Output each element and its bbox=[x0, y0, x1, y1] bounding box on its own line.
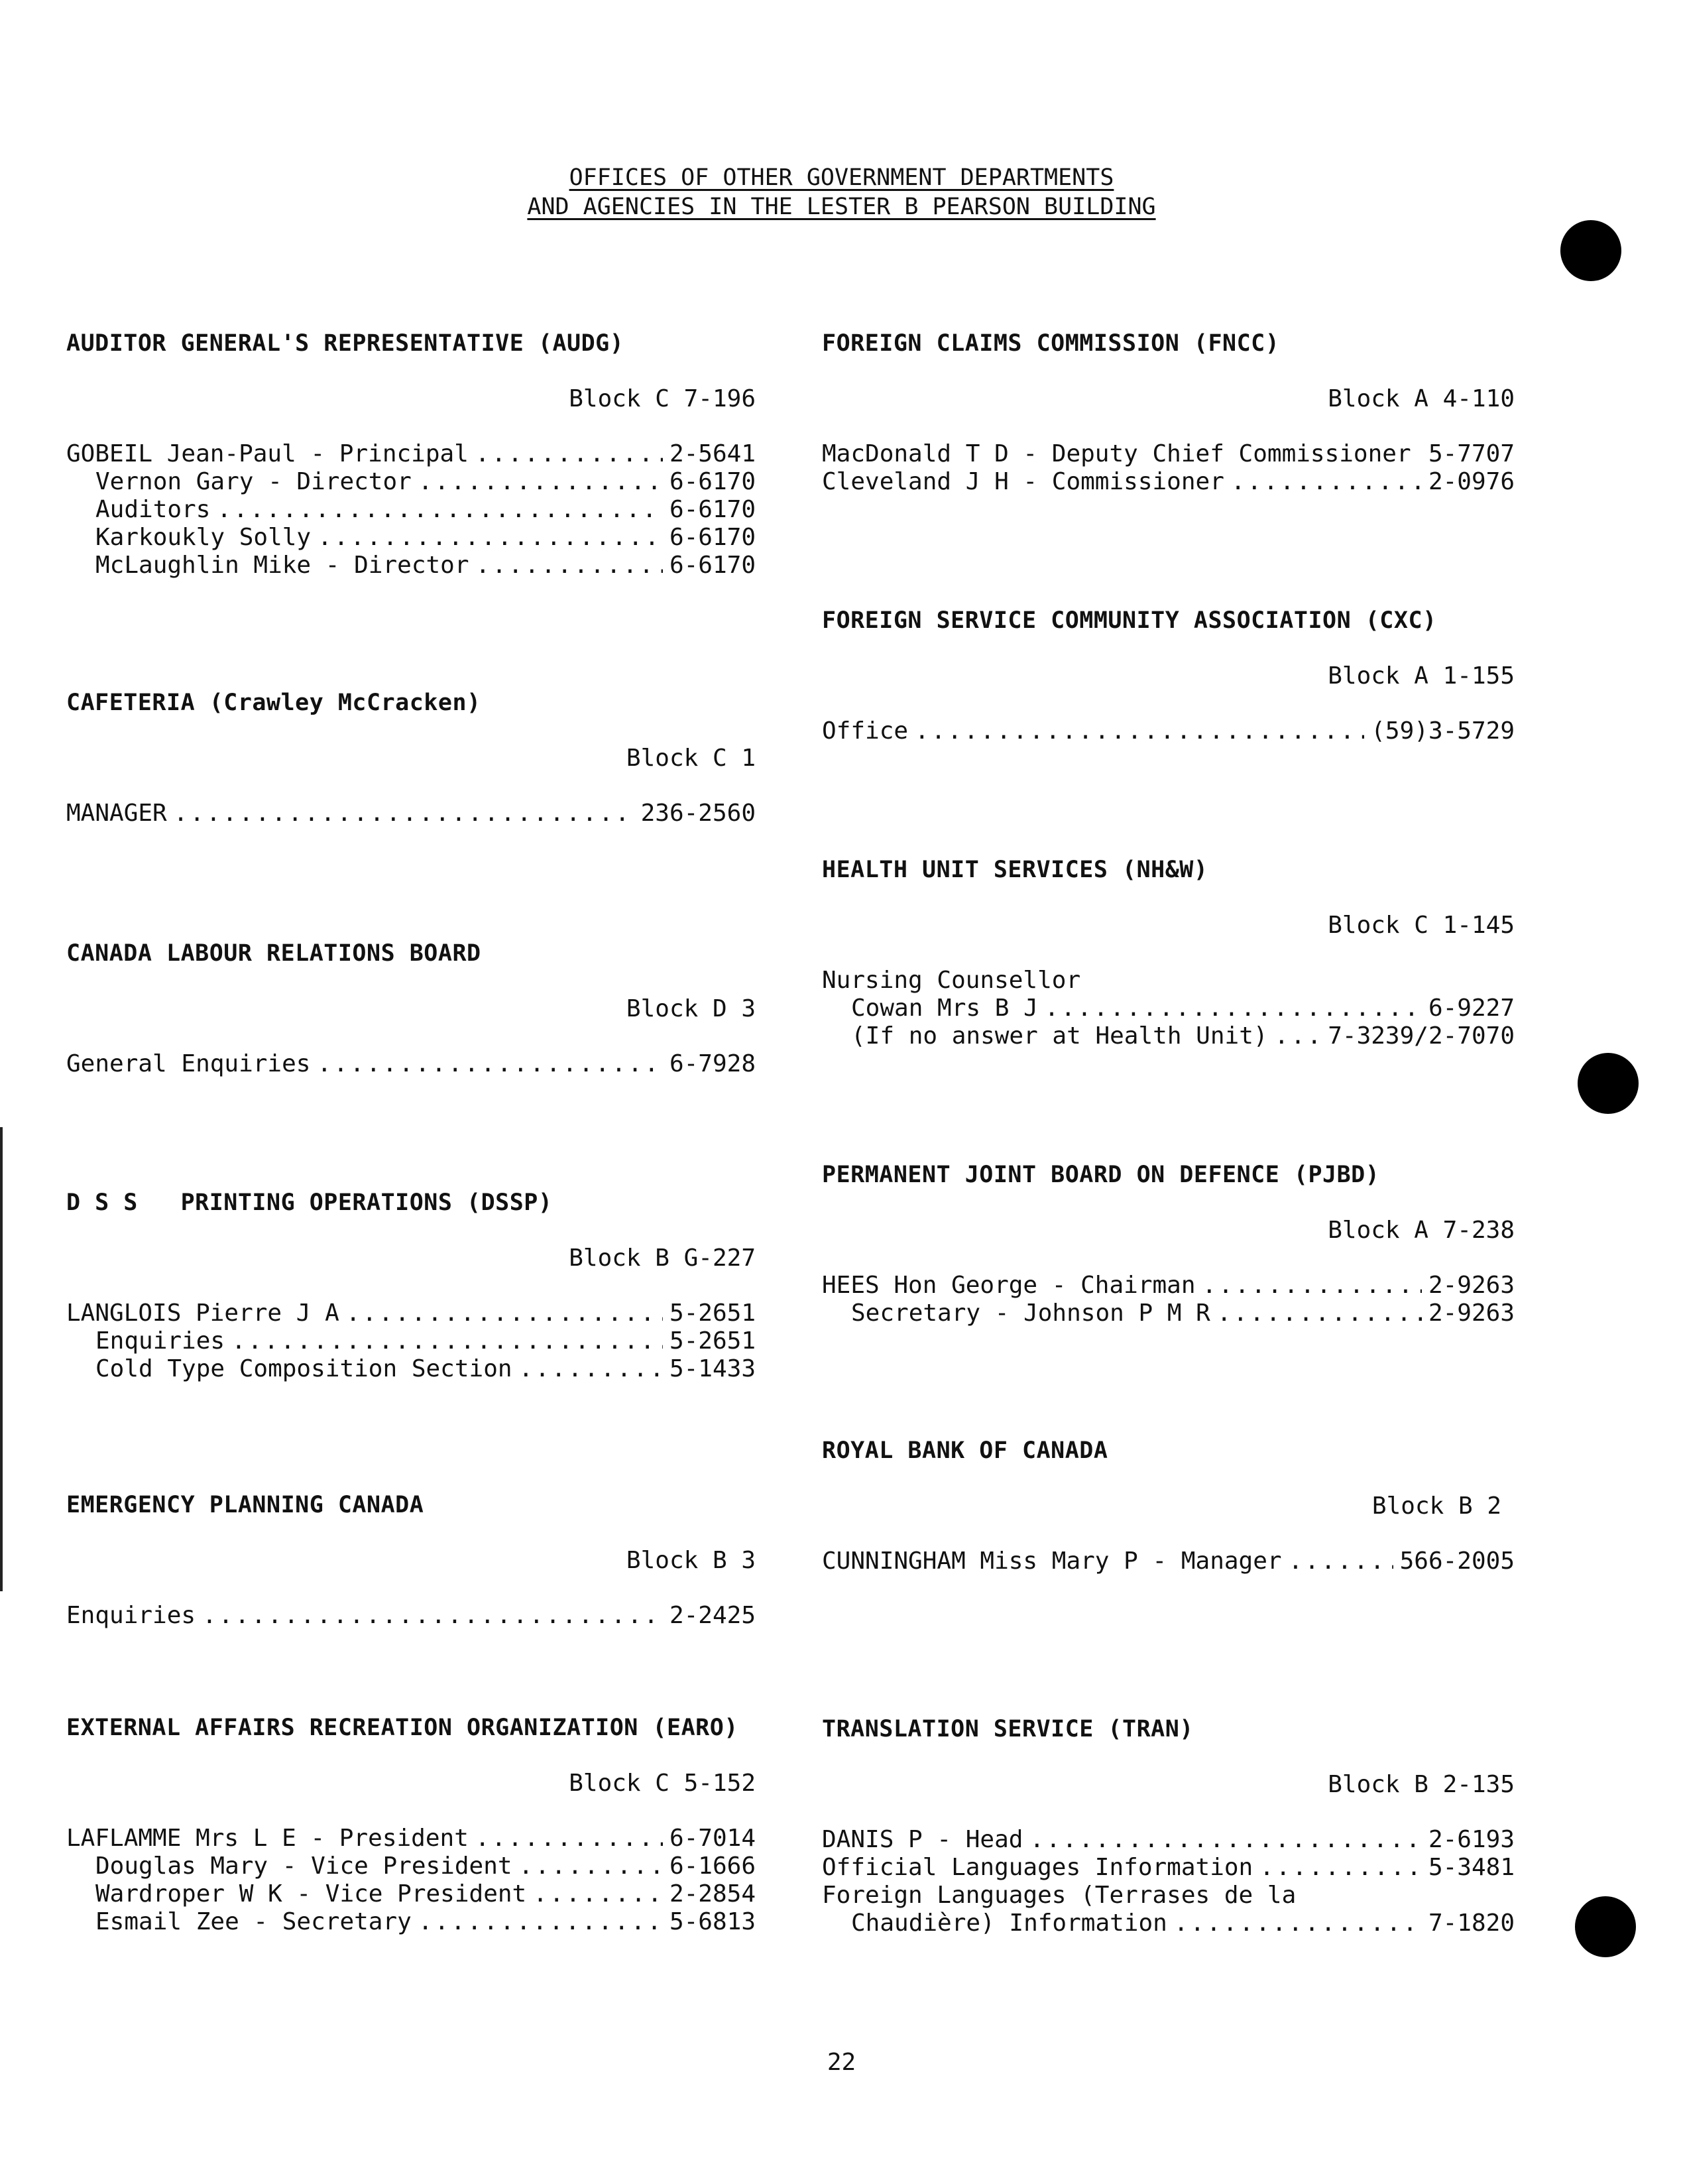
entry-name: Auditors bbox=[95, 496, 211, 523]
entry-phone: 2-9263 bbox=[1428, 1300, 1515, 1327]
list-item bbox=[822, 1022, 1515, 1050]
block-location: Block A 4-110 bbox=[1328, 385, 1515, 412]
list-item bbox=[822, 1547, 1515, 1575]
dot-leader bbox=[476, 552, 663, 579]
entry-phone: 6-1666 bbox=[669, 1852, 756, 1880]
entry-phone: 5-3481 bbox=[1428, 1854, 1515, 1881]
list-item bbox=[66, 1327, 756, 1355]
block-location: Block C 1-145 bbox=[1328, 912, 1515, 939]
block-location: Block C 5-152 bbox=[569, 1770, 756, 1797]
entry-name: Foreign Languages (Terrases de la bbox=[822, 1882, 1297, 1909]
list-item bbox=[822, 967, 1515, 995]
entry-phone: 236-2560 bbox=[640, 800, 756, 827]
entry-phone: 6-6170 bbox=[669, 468, 756, 495]
list-item bbox=[66, 1880, 756, 1908]
dot-leader bbox=[1045, 995, 1422, 1022]
page-number: 22 bbox=[827, 2049, 856, 2076]
list-item bbox=[822, 995, 1515, 1022]
list-item bbox=[66, 1355, 756, 1383]
punch-hole-bottom bbox=[1575, 1896, 1636, 1957]
entry-list bbox=[822, 440, 1515, 496]
section-heading: EXTERNAL AFFAIRS RECREATION ORGANIZATION (EARO) bbox=[66, 1715, 738, 1741]
list-item bbox=[66, 1602, 756, 1630]
list-item bbox=[66, 1908, 756, 1936]
entry-name: Cold Type Composition Section bbox=[95, 1355, 512, 1382]
dot-leader bbox=[1289, 1547, 1393, 1575]
entry-phone: 5-7707 bbox=[1428, 440, 1515, 467]
entry-name: Office bbox=[822, 717, 909, 745]
entry-name: Douglas Mary - Vice President bbox=[95, 1852, 512, 1880]
entry-phone: 6-7928 bbox=[669, 1050, 756, 1077]
block-location: Block B 2-135 bbox=[1328, 1771, 1515, 1798]
block-location: Block C 7-196 bbox=[569, 385, 756, 412]
list-item bbox=[822, 1882, 1515, 1910]
block-location: Block D 3 bbox=[626, 995, 756, 1022]
entry-name: Official Languages Information bbox=[822, 1854, 1253, 1881]
block-location: Block A 1-155 bbox=[1328, 662, 1515, 690]
entry-name: DANIS P - Head bbox=[822, 1826, 1023, 1853]
list-item bbox=[822, 717, 1515, 745]
list-item bbox=[66, 468, 756, 496]
entry-phone: 2-5641 bbox=[669, 440, 756, 467]
entry-name: Cleveland J H - Commissioner bbox=[822, 468, 1224, 495]
entry-name: HEES Hon George - Chairman bbox=[822, 1272, 1196, 1299]
title-line-1: OFFICES OF OTHER GOVERNMENT DEPARTMENTS bbox=[569, 164, 1114, 191]
entry-list bbox=[822, 967, 1515, 1050]
list-item bbox=[66, 1852, 756, 1880]
section-heading: ROYAL BANK OF CANADA bbox=[822, 1437, 1108, 1464]
dot-leader bbox=[533, 1880, 663, 1908]
dot-leader bbox=[318, 524, 663, 552]
list-item bbox=[66, 800, 756, 827]
dot-leader bbox=[1217, 1300, 1422, 1327]
entry-phone: 7-3239/2-7070 bbox=[1328, 1022, 1515, 1050]
dot-leader bbox=[1275, 1022, 1322, 1050]
list-item bbox=[66, 1050, 756, 1078]
entry-name: CUNNINGHAM Miss Mary P - Manager bbox=[822, 1547, 1282, 1575]
entry-phone: 2-9263 bbox=[1428, 1272, 1515, 1299]
block-location: Block B 3 bbox=[626, 1547, 756, 1574]
block-location: Block A 7-238 bbox=[1328, 1217, 1515, 1244]
entry-phone: 5-6813 bbox=[669, 1908, 756, 1935]
entry-name: Secretary - Johnson P M R bbox=[851, 1300, 1210, 1327]
entry-list bbox=[66, 1602, 756, 1630]
dot-leader bbox=[915, 717, 1364, 745]
entry-phone: 5-1433 bbox=[669, 1355, 756, 1382]
section-earo bbox=[66, 1713, 756, 1936]
entry-name: Chaudière) Information bbox=[851, 1910, 1167, 1937]
entry-phone: 566-2005 bbox=[1399, 1547, 1515, 1575]
entry-name: LAFLAMME Mrs L E - President bbox=[66, 1825, 469, 1852]
entry-phone: (59)3-5729 bbox=[1371, 717, 1515, 745]
section-heading: PERMANENT JOINT BOARD ON DEFENCE (PJBD) bbox=[822, 1162, 1380, 1188]
list-item bbox=[66, 1825, 756, 1852]
entry-name: Enquiries bbox=[95, 1327, 225, 1355]
entry-list bbox=[822, 717, 1515, 745]
entry-list bbox=[66, 440, 756, 579]
list-item bbox=[822, 1854, 1515, 1882]
entry-list bbox=[66, 800, 756, 827]
block-location: Block B G-227 bbox=[569, 1244, 756, 1272]
section-heading: TRANSLATION SERVICE (TRAN) bbox=[822, 1716, 1194, 1742]
dot-leader bbox=[418, 1908, 663, 1936]
dot-leader bbox=[519, 1852, 663, 1880]
dot-leader bbox=[1174, 1910, 1422, 1937]
list-item bbox=[66, 524, 756, 552]
list-item bbox=[822, 1826, 1515, 1854]
entry-phone: 6-6170 bbox=[669, 552, 756, 579]
entry-list bbox=[66, 1300, 756, 1383]
block-location: Block C 1 bbox=[626, 745, 756, 772]
block-location: Block B 2 bbox=[1371, 1492, 1501, 1520]
entry-name: Karkoukly Solly bbox=[95, 524, 312, 551]
dot-leader bbox=[1231, 468, 1422, 496]
list-item bbox=[822, 1910, 1515, 1937]
section-cxc bbox=[822, 606, 1515, 745]
list-item bbox=[822, 468, 1515, 496]
section-heading: HEALTH UNIT SERVICES (NH&W) bbox=[822, 857, 1208, 883]
entry-list bbox=[66, 1825, 756, 1936]
section-heading: CANADA LABOUR RELATIONS BOARD bbox=[66, 940, 481, 967]
entry-name: (If no answer at Health Unit) bbox=[851, 1022, 1268, 1050]
entry-list bbox=[822, 1547, 1515, 1575]
section-clrb bbox=[66, 939, 756, 1078]
section-heading: CAFETERIA (Crawley McCracken) bbox=[66, 690, 481, 716]
dot-leader bbox=[418, 468, 663, 496]
entry-name: General Enquiries bbox=[66, 1050, 311, 1077]
entry-name: MANAGER bbox=[66, 800, 167, 827]
list-item bbox=[822, 1272, 1515, 1300]
dot-leader bbox=[519, 1355, 663, 1383]
punch-hole-top bbox=[1560, 220, 1621, 281]
entry-phone: 7-1820 bbox=[1428, 1910, 1515, 1937]
section-cafeteria bbox=[66, 688, 756, 827]
list-item bbox=[66, 552, 756, 579]
dot-leader bbox=[202, 1602, 663, 1630]
entry-phone: 2-0976 bbox=[1428, 468, 1515, 495]
section-rbc bbox=[822, 1436, 1515, 1575]
section-pjbd bbox=[822, 1160, 1515, 1327]
list-item bbox=[66, 1300, 756, 1327]
entry-phone: 5-2651 bbox=[669, 1300, 756, 1327]
dot-leader bbox=[1029, 1826, 1422, 1854]
section-heading: FOREIGN CLAIMS COMMISSION (FNCC) bbox=[822, 330, 1280, 357]
entry-phone: 6-7014 bbox=[669, 1825, 756, 1852]
section-dssp bbox=[66, 1188, 756, 1383]
section-heading: EMERGENCY PLANNING CANADA bbox=[66, 1492, 424, 1518]
dot-leader bbox=[475, 440, 663, 468]
entry-name: McLaughlin Mike - Director bbox=[95, 552, 469, 579]
dot-leader bbox=[1202, 1272, 1422, 1300]
list-item bbox=[822, 1300, 1515, 1327]
title-line-2: AND AGENCIES IN THE LESTER B PEARSON BUILDING bbox=[527, 194, 1156, 220]
entry-list bbox=[822, 1272, 1515, 1327]
entry-name: MacDonald T D - Deputy Chief Commissioner bbox=[822, 440, 1411, 467]
entry-name: Nursing Counsellor bbox=[822, 967, 1081, 994]
entry-name: GOBEIL Jean-Paul - Principal bbox=[66, 440, 469, 467]
dot-leader bbox=[346, 1300, 663, 1327]
dot-leader bbox=[317, 1050, 662, 1078]
margin-line bbox=[0, 1127, 3, 1591]
section-fncc bbox=[822, 329, 1515, 496]
dot-leader bbox=[231, 1327, 663, 1355]
entry-phone: 6-9227 bbox=[1428, 995, 1515, 1022]
section-epc bbox=[66, 1490, 756, 1630]
list-item bbox=[66, 440, 756, 468]
dot-leader bbox=[217, 496, 663, 524]
entry-name: Vernon Gary - Director bbox=[95, 468, 412, 495]
section-nhw bbox=[822, 855, 1515, 1050]
entry-phone: 6-6170 bbox=[669, 524, 756, 551]
entry-phone: 2-2425 bbox=[669, 1602, 756, 1629]
page-title bbox=[0, 163, 1683, 221]
list-item bbox=[66, 496, 756, 524]
entry-list bbox=[66, 1050, 756, 1078]
entry-name: Wardroper W K - Vice President bbox=[95, 1880, 527, 1908]
section-heading: AUDITOR GENERAL'S REPRESENTATIVE (AUDG) bbox=[66, 330, 624, 357]
punch-hole-middle bbox=[1578, 1053, 1639, 1114]
dot-leader bbox=[174, 800, 634, 827]
section-heading: FOREIGN SERVICE COMMUNITY ASSOCIATION (CXC) bbox=[822, 607, 1437, 634]
list-item bbox=[822, 440, 1515, 468]
section-tran bbox=[822, 1715, 1515, 1937]
entry-list bbox=[822, 1826, 1515, 1937]
dot-leader bbox=[475, 1825, 663, 1852]
dot-leader bbox=[1259, 1854, 1422, 1882]
entry-phone: 2-2854 bbox=[669, 1880, 756, 1908]
entry-name: Cowan Mrs B J bbox=[851, 995, 1038, 1022]
entry-phone: 6-6170 bbox=[669, 496, 756, 523]
entry-name: LANGLOIS Pierre J A bbox=[66, 1300, 339, 1327]
entry-name: Esmail Zee - Secretary bbox=[95, 1908, 412, 1935]
entry-phone: 5-2651 bbox=[669, 1327, 756, 1355]
section-audg bbox=[66, 329, 756, 579]
entry-phone: 2-6193 bbox=[1428, 1826, 1515, 1853]
section-heading: D S S PRINTING OPERATIONS (DSSP) bbox=[66, 1189, 553, 1216]
entry-name: Enquiries bbox=[66, 1602, 196, 1629]
